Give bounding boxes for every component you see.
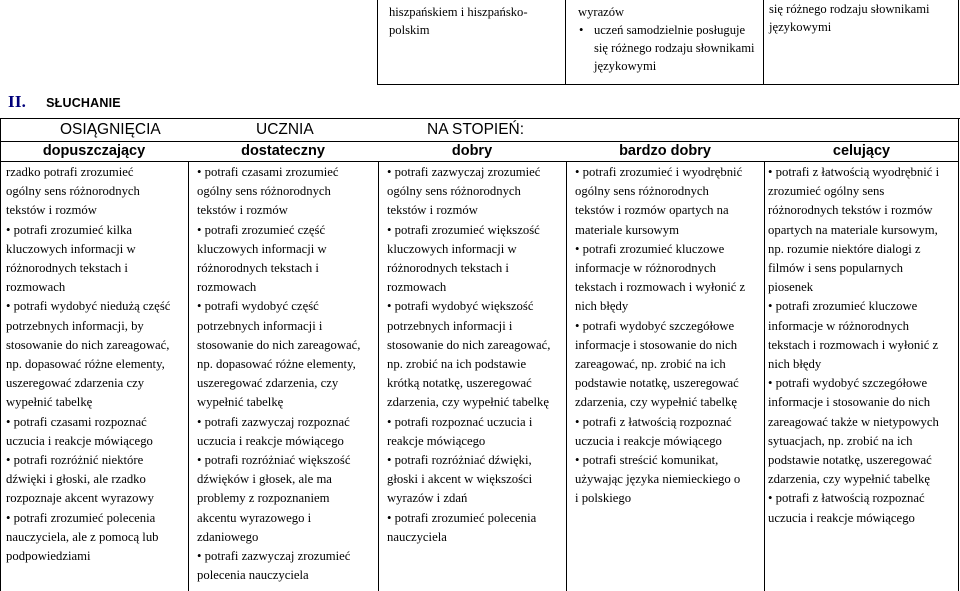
text-span: potrafi czasami zrozumieć [204, 165, 339, 179]
bullet-icon: • [6, 453, 14, 468]
text-line: się różnego rodzaju słownikami [594, 41, 755, 55]
text-span: potrafi wydobyć szczegółowe [582, 318, 735, 333]
text-span: potrafi z łatwością wyodrębnić i [775, 165, 940, 179]
text-line: podstawie notatkę, uszeregować [575, 376, 739, 391]
criterion-item [387, 297, 565, 412]
text-line: różnorodnych tekstach i [6, 261, 128, 276]
bullet-icon: • [768, 299, 776, 314]
criterion-item [575, 240, 763, 317]
table-border [764, 161, 765, 591]
text-line: podpowiedziami [6, 549, 91, 564]
table-header-row [0, 119, 959, 142]
text-span: potrafi zazwyczaj zrozumieć [204, 549, 351, 564]
bullet-icon: • [387, 165, 395, 179]
bullet-icon: • [197, 299, 205, 314]
text-line [197, 413, 377, 432]
text-line: wyrazów [578, 5, 625, 19]
bullet-icon: • [575, 165, 583, 179]
text-line: tekstów i rozmów [387, 203, 478, 218]
text-line: kluczowych informacji w [6, 241, 136, 256]
text-span: potrafi z łatwością rozpoznać [775, 491, 925, 506]
previous-table-cell [578, 3, 760, 87]
text-line: używając języka niemieckiego o [575, 472, 741, 487]
text-line: zareagować także w nietypowych [768, 414, 939, 429]
table-border [378, 161, 379, 591]
bullet-icon: • [575, 414, 583, 429]
criterion-item [6, 163, 188, 221]
text-line: się różnego rodzaju słownikami [769, 2, 930, 16]
text-span: potrafi rozróżniać dźwięki, [394, 453, 532, 468]
text-line: tekstach i rozmowach i wyłonić z [575, 280, 746, 295]
text-line: krótką notatkę, uszeregować [387, 376, 532, 391]
text-line [387, 509, 565, 528]
criterion-item [575, 413, 763, 451]
criterion-item [387, 413, 565, 451]
text-line: polskim [389, 23, 430, 37]
criterion-item [197, 413, 377, 451]
text-span: potrafi zazwyczaj rozpoznać [204, 414, 350, 429]
text-line [6, 413, 188, 432]
text-line: wyrazów i zdań [387, 491, 468, 506]
text-line: tekstach i rozmowach i wyłonić z [768, 337, 939, 352]
text-line: tekstów i rozmów [6, 203, 97, 218]
criterion-item [6, 509, 188, 567]
text-line: uszeregować zdarzenia, czy [197, 376, 339, 391]
text-line: kluczowych informacji w [387, 241, 517, 256]
text-span: potrafi wydobyć część [204, 299, 319, 314]
text-line: różnorodnych tekstów i rozmów [768, 203, 933, 218]
table-border [958, 119, 959, 591]
grade-criteria-dobry [387, 163, 565, 547]
text-line: uczucia i reakcje mówiącego [575, 433, 722, 448]
criterion-item [6, 297, 188, 412]
section-title: SŁUCHANIE [46, 96, 121, 110]
text-line: ogólny sens różnorodnych [387, 184, 521, 199]
text-line: uczucia i reakcje mówiącego [197, 433, 344, 448]
text-line [768, 297, 958, 316]
criterion-item [575, 163, 763, 240]
text-line: nich błędy [575, 299, 629, 314]
text-line: głoski i akcent w większości [387, 472, 533, 487]
text-line: tekstów i rozmów opartych na [575, 203, 729, 218]
bullet-icon: • [197, 453, 205, 468]
text-line [387, 221, 565, 240]
text-line [575, 240, 763, 259]
grade-label: celujący [832, 143, 891, 159]
text-line: językowymi [594, 59, 657, 73]
text-line: sytuacjach, np. zrobić na ich [768, 433, 913, 448]
list-item [578, 3, 760, 21]
bullet-icon: • [387, 414, 395, 429]
criterion-item [197, 163, 377, 221]
text-line: zdaniowego [197, 529, 259, 544]
text-line [768, 163, 958, 182]
text-line [197, 297, 377, 316]
text-line: i polskiego [575, 491, 632, 506]
table-border [566, 161, 567, 591]
section-number: II. [8, 92, 27, 111]
criterion-item [6, 413, 188, 451]
text-line: opartych na materiale kursowym, [768, 222, 938, 237]
criterion-item [575, 317, 763, 413]
text-line: potrzebnych informacji i [197, 318, 323, 333]
text-span: potrafi wydobyć większość [394, 299, 534, 314]
text-span: potrafi rozróżniać większość [204, 453, 351, 468]
text-line [197, 163, 377, 182]
text-line [197, 547, 377, 566]
grade-label: dostateczny [241, 143, 325, 159]
grade-criteria-bardzo-dobry [575, 163, 763, 509]
criterion-item [387, 163, 565, 221]
text-line [387, 297, 565, 316]
text-line: nauczyciela [387, 529, 447, 544]
text-span: potrafi zrozumieć większość [394, 222, 540, 237]
table-border [0, 119, 1, 591]
text-span: potrafi zrozumieć polecenia [13, 510, 156, 525]
text-span: potrafi wydobyć niedużą część [13, 299, 171, 314]
bullet-icon: • [575, 241, 583, 256]
text-line: tekstów i rozmów [197, 203, 288, 218]
text-line: różnorodnych tekstach i [197, 261, 319, 276]
text-line [575, 413, 763, 432]
text-line: wypełnić tabelkę [197, 395, 284, 410]
table-border [565, 0, 566, 85]
bullet-icon: • [197, 165, 205, 179]
text-line: informacje i stosowanie do nich [575, 337, 738, 352]
text-line: problemy z rozpoznaniem [197, 491, 330, 506]
text-line: hiszpańskiem i hiszpańsko- [389, 5, 528, 19]
bullet-icon: • [579, 23, 584, 37]
text-line: reakcje mówiącego [387, 433, 486, 448]
criterion-item [197, 451, 377, 547]
text-line [197, 221, 377, 240]
criterion-item [6, 221, 188, 298]
grading-table [0, 118, 960, 591]
criterion-item [387, 509, 565, 547]
bullet-icon: • [6, 299, 14, 314]
text-line: np. zrobić na ich podstawie [387, 357, 527, 372]
bullet-icon: • [575, 453, 583, 468]
text-line: uczucia i reakcje mówiącego [768, 510, 915, 525]
text-line: rzadko potrafi zrozumieć [6, 165, 134, 179]
text-line: ogólny sens różnorodnych [6, 184, 140, 199]
grade-criteria-dopuszczajacy [6, 163, 188, 566]
text-line: dźwięki i głoski, ale rzadko [6, 472, 146, 487]
bullet-icon: • [768, 491, 776, 506]
criterion-item [768, 374, 958, 489]
text-line: nich błędy [768, 357, 822, 372]
bullet-icon: • [387, 299, 395, 314]
text-line: stosowanie do nich zareagować, [6, 337, 170, 352]
text-line [387, 451, 565, 470]
text-span: potrafi zrozumieć kluczowe [775, 299, 918, 314]
grade-label: bardzo dobry [619, 143, 711, 159]
previous-table-cell [769, 0, 955, 84]
text-line: zrozumieć ogólny sens [768, 184, 885, 199]
text-span: potrafi rozróżnić niektóre [13, 453, 144, 468]
text-line [575, 317, 763, 336]
text-span: potrafi czasami rozpoznać [13, 414, 147, 429]
table-border [958, 0, 959, 85]
text-line: rozmowach [6, 280, 66, 295]
text-span: potrafi wydobyć szczegółowe [775, 376, 928, 391]
list-item [578, 21, 760, 75]
text-line: podstawie notatkę, uszeregować [768, 453, 932, 468]
text-span: potrafi z łatwością rozpoznać [582, 414, 732, 429]
text-span: potrafi zrozumieć kluczowe [582, 241, 725, 256]
text-line: wypełnić tabelkę [6, 395, 93, 410]
text-line: rozmowach [197, 280, 257, 295]
text-line: językowymi [769, 20, 832, 34]
criterion-item [575, 451, 763, 509]
table-border [377, 0, 378, 85]
text-span: potrafi zrozumieć i wyodrębnić [582, 165, 743, 179]
bullet-icon: • [768, 165, 776, 179]
text-line: zdarzenia, czy wypełnić tabelkę [575, 395, 738, 410]
criterion-item [6, 451, 188, 509]
text-line [6, 509, 188, 528]
bullet-icon: • [575, 318, 583, 333]
text-span: potrafi zazwyczaj zrozumieć [394, 165, 541, 179]
grade-criteria-celujacy [768, 163, 958, 528]
text-line: materiale kursowym [575, 222, 679, 237]
bullet-icon: • [197, 414, 205, 429]
criterion-item [768, 163, 958, 297]
text-line: filmów i sens popularnych [768, 261, 903, 276]
grade-label: dobry [451, 143, 493, 159]
text-line [6, 221, 188, 240]
table-border [188, 161, 189, 591]
text-span: potrafi rozpoznać uczucia i [394, 414, 533, 429]
bullet-icon: • [768, 376, 776, 391]
bullet-icon: • [6, 510, 14, 525]
criterion-item [387, 221, 565, 298]
text-line: różnorodnych tekstach i [387, 261, 509, 276]
text-line: informacje w różnorodnych [768, 318, 909, 333]
text-line [387, 413, 565, 432]
header-student: UCZNIA [256, 121, 314, 138]
text-line: zareagować, np. zrobić na ich [575, 357, 726, 372]
text-line: stosowanie do nich zareagować, [387, 337, 551, 352]
header-achievements: OSIĄGNIĘCIA [60, 121, 161, 138]
text-line [6, 451, 188, 470]
text-line [197, 451, 377, 470]
text-line: np. rozumie niektóre dialogi z [768, 241, 921, 256]
text-line: uczeń samodzielnie posługuje [594, 23, 746, 37]
header-grade: NA STOPIEŃ: [427, 121, 525, 138]
bullet-icon: • [197, 222, 205, 237]
text-line: polecenia nauczyciela [197, 568, 309, 583]
text-line: ogólny sens różnorodnych [575, 184, 709, 199]
criterion-item [197, 297, 377, 412]
section-heading [8, 92, 121, 112]
text-line: rozmowach [387, 280, 447, 295]
grade-label: dopuszczający [42, 143, 146, 159]
text-line: nauczyciela, ale z pomocą lub [6, 529, 159, 544]
criterion-item [387, 451, 565, 509]
bullet-icon: • [6, 414, 14, 429]
text-line [6, 297, 188, 316]
text-span: potrafi zrozumieć część [204, 222, 326, 237]
criterion-item [197, 221, 377, 298]
text-line: ogólny sens różnorodnych [197, 184, 331, 199]
text-line: akcentu wyrazowego i [197, 510, 312, 525]
text-line [768, 374, 958, 393]
text-line: potrzebnych informacji i [387, 318, 513, 333]
text-line: informacje w różnorodnych [575, 261, 716, 276]
text-line: dźwięków i głosek, ale ma [197, 472, 332, 487]
text-line: np. dopasować różne elementy, [6, 357, 165, 372]
bullet-icon: • [387, 222, 395, 237]
previous-table-fragment [0, 0, 960, 86]
bullet-icon: • [197, 549, 205, 564]
text-line [575, 451, 763, 470]
bullet-icon: • [387, 510, 395, 525]
text-line: uczucia i reakcje mówiącego [6, 433, 153, 448]
text-line: np. dopasować różne elementy, [197, 357, 356, 372]
text-line: rozpoznaje akcent wyrazowy [6, 491, 154, 506]
text-line: kluczowych informacji w [197, 241, 327, 256]
table-border [763, 0, 764, 85]
text-line [387, 163, 565, 182]
grades-row [0, 142, 959, 162]
bullet-icon: • [6, 222, 14, 237]
text-span: potrafi zrozumieć polecenia [394, 510, 537, 525]
text-line [768, 489, 958, 508]
text-line: informacje i stosowanie do nich [768, 395, 931, 410]
text-span: potrafi streścić komunikat, [582, 453, 719, 468]
text-span: potrafi zrozumieć kilka [13, 222, 132, 237]
text-line: piosenek [768, 280, 814, 295]
previous-table-cell [389, 3, 559, 87]
criterion-item [768, 297, 958, 374]
criterion-item [768, 489, 958, 527]
text-line: potrzebnych informacji, by [6, 318, 144, 333]
text-line: zdarzenia, czy wypełnić tabelkę [387, 395, 550, 410]
text-line: zdarzenia, czy wypełnić tabelkę [768, 472, 931, 487]
text-line [575, 163, 763, 182]
criterion-item [197, 547, 377, 585]
text-line: stosowanie do nich zareagować, [197, 337, 361, 352]
bullet-icon: • [387, 453, 395, 468]
grade-criteria-dostateczny [197, 163, 377, 585]
text-line: uszeregować zdarzenia czy [6, 376, 145, 391]
